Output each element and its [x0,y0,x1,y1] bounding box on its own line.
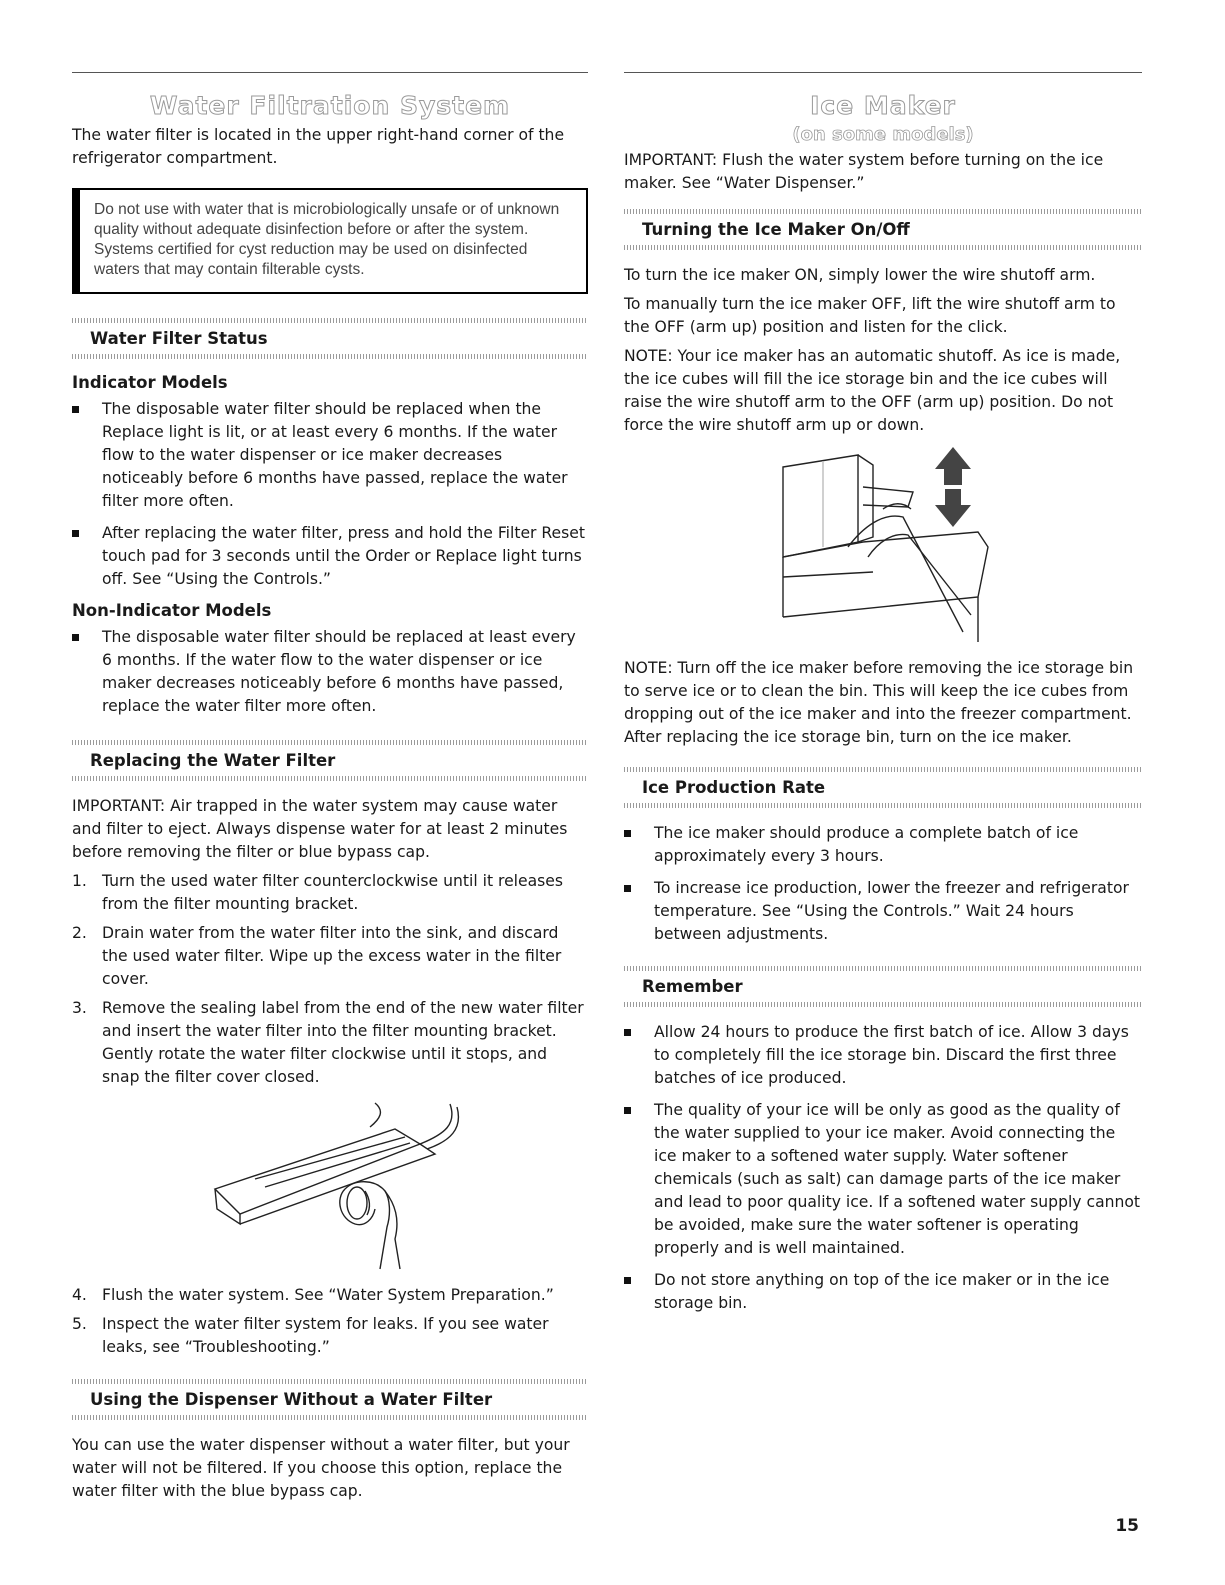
subhead-title: Using the Dispenser Without a Water Filter [90,1390,493,1409]
step-number: 2. [72,924,87,942]
subhead-water-filter-status [72,318,588,359]
step-text: Inspect the water filter system for leaks. If you see water leaks, see “Troubleshooting.” [102,1315,549,1356]
step-number: 5. [72,1315,87,1333]
dotted-rule [624,245,1142,250]
intro-text: The water filter is located in the upper right-hand corner of the refrigerator compartment. [72,126,565,167]
subhead-title: Turning the Ice Maker On/Off [642,220,910,239]
ice-maker-illustration [763,447,1003,647]
remember-list [624,1021,1142,1315]
right-column [624,72,1142,1324]
list-item: The disposable water filter should be replaced when the Replace light is lit, or at least every 6 months. If the water flow to the water dispenser or ice maker decreases noticeably before 6 months have passed, replace the water filter more often. [72,398,588,513]
step-number: 3. [72,999,87,1017]
section-title-ice-maker: Ice Maker [810,91,956,120]
page-number: 15 [1115,1516,1139,1536]
step-text: Remove the sealing label from the end of the new water filter and insert the water filter into the filter mounting bracket. Gently rotate the water filter clockwise until it stops, and snap the filter cover closed. [102,999,584,1086]
top-rule [624,72,1142,73]
list-item: The disposable water filter should be replaced at least every 6 months. If the water flow to the water dispenser or ice maker decreases noticeably before 6 months have passed, replace the water filter more often. [72,626,588,718]
subhead-title: Ice Production Rate [642,778,826,797]
step-number: 1. [72,872,87,890]
subhead-title: Water Filter Status [90,329,268,348]
subhead-remember [624,966,1142,1007]
dotted-rule [72,776,588,781]
replacing-steps-after [72,1284,588,1359]
step-item [72,870,588,916]
off-text: To manually turn the ice maker OFF, lift the wire shutoff arm to the OFF (arm up) position and listen for the click. [624,295,1116,336]
step-text: Flush the water system. See “Water System Preparation.” [102,1286,554,1304]
subhead-without-filter [72,1379,588,1420]
subhead-title: Replacing the Water Filter [90,751,336,770]
dotted-rule [72,1415,588,1420]
indicator-models-heading: Indicator Models [72,373,228,392]
section-subtitle: (on some models) [792,124,974,145]
warning-box: Do not use with water that is microbiologically unsafe or of unknown quality without adequate disinfection before or after the system. Systems certified for cyst reduction may be used on disinfected waters that may contain filterable cysts. [72,188,588,294]
left-column [72,72,588,1509]
production-list [624,822,1142,946]
step-item [72,922,588,991]
subhead-replacing-filter [72,740,588,781]
auto-shutoff-note: NOTE: Your ice maker has an automatic shutoff. As ice is made, the ice cubes will fill the ice storage bin and the ice cubes will raise the wire shutoff arm to the OFF (arm up) position. Do not force the wire shutoff arm up or down. [624,347,1121,434]
list-item: Allow 24 hours to produce the first batch of ice. Allow 3 days to completely fill the ice storage bin. Discard the first three batches of ice produced. [624,1021,1142,1090]
bin-removal-note: NOTE: Turn off the ice maker before removing the ice storage bin to serve ice or to clean the bin. This will keep the ice cubes from dropping out of the ice maker and into the freezer compartment. After replacing the ice storage bin, turn on the ice maker. [624,659,1134,746]
step-item [72,997,588,1089]
non-indicator-models-heading: Non-Indicator Models [72,601,272,620]
subhead-ice-production [624,767,1142,808]
subhead-on-off [624,209,1142,250]
dotted-rule [624,1002,1142,1007]
non-indicator-list [72,626,588,718]
without-filter-text: You can use the water dispenser without a water filter, but your water will not be filtered. If you choose this option, replace the water filter with the blue bypass cap. [72,1436,570,1500]
ice-important: IMPORTANT: Flush the water system before turning on the ice maker. See “Water Dispenser.” [624,151,1104,192]
replacing-important: IMPORTANT: Air trapped in the water system may cause water and filter to eject. Always dispense water for at least 2 minutes before removing the filter or blue bypass cap. [72,797,568,861]
indicator-list [72,398,588,591]
on-text: To turn the ice maker ON, simply lower the wire shutoff arm. [624,266,1096,284]
subhead-title: Remember [642,977,743,996]
step-number: 4. [72,1286,87,1304]
step-item [72,1313,588,1359]
step-text: Turn the used water filter counterclockwise until it releases from the filter mounting bracket. [102,872,563,913]
list-item: The quality of your ice will be only as good as the quality of the water supplied to your ice maker. Avoid connecting the ice maker to a softened water supply. Water softener chemicals (such as salt) can damage parts of the ice maker and lead to poor quality ice. If a softened water supply cannot be avoided, make sure the water softener is operating properly and is well maintained. [624,1099,1142,1260]
list-item: The ice maker should produce a complete batch of ice approximately every 3 hours. [624,822,1142,868]
list-item: After replacing the water filter, press and hold the Filter Reset touch pad for 3 seconds until the Order or Replace light turns off. See “Using the Controls.” [72,522,588,591]
step-item [72,1284,588,1307]
list-item: To increase ice production, lower the freezer and refrigerator temperature. See “Using the Controls.” Wait 24 hours between adjustments. [624,877,1142,946]
dotted-rule [72,354,588,359]
list-item: Do not store anything on top of the ice maker or in the ice storage bin. [624,1269,1142,1315]
top-rule [72,72,588,73]
dotted-rule [624,803,1142,808]
section-title-water-filtration: Water Filtration System [149,91,511,120]
replacing-steps [72,870,588,1089]
water-filter-illustration [195,1099,465,1274]
step-text: Drain water from the water filter into the sink, and discard the used water filter. Wipe up the excess water in the filter cover. [102,924,562,988]
